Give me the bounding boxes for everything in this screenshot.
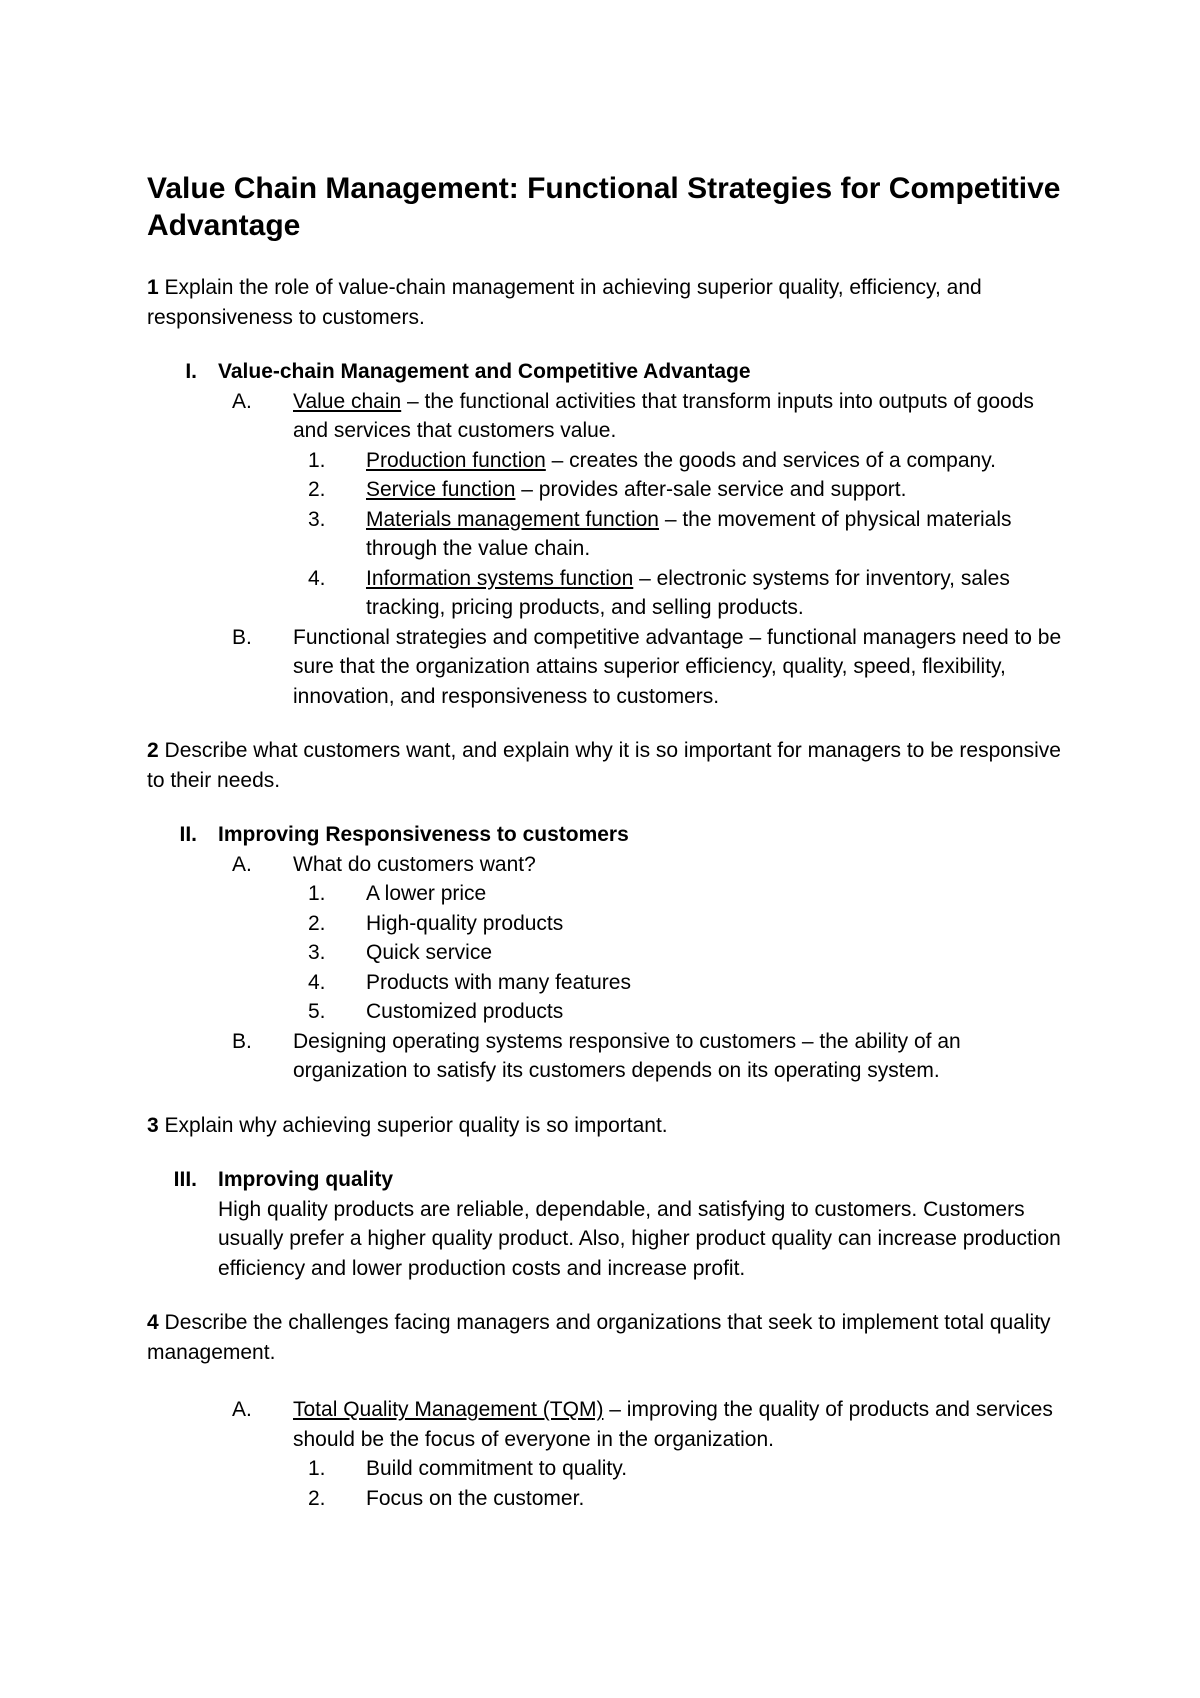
item-label: 1.	[308, 1457, 326, 1480]
question-number: 3	[147, 1113, 159, 1137]
item-text: Functional strategies and competitive advantage – functional managers need to be sure that the organization attains superior efficiency, quality, speed, flexibility, innovation, and responsiveness to customers.	[293, 625, 1062, 708]
definition: – creates the goods and services of a company.	[545, 448, 996, 472]
item-label: 3.	[308, 507, 326, 531]
item-label: 1.	[308, 882, 326, 905]
question-text: Describe the challenges facing managers and organizations that seek to implement total quality management.	[147, 1311, 1051, 1364]
question-text: Describe what customers want, and explain why it is so important for managers to be responsive to their needs.	[147, 739, 1061, 792]
item-label: 5.	[308, 1000, 326, 1023]
document-body	[147, 170, 1067, 1513]
term: Value chain	[293, 389, 402, 413]
question-number: 1	[147, 276, 159, 299]
list-item	[147, 879, 1067, 909]
section-heading	[147, 357, 1067, 387]
term: Total Quality Management (TQM)	[293, 1398, 604, 1421]
list-item	[147, 446, 1067, 476]
item-label: B.	[232, 1029, 252, 1053]
item-text: High-quality products	[366, 911, 564, 935]
item-text: Products with many features	[366, 970, 631, 994]
list-item	[147, 909, 1067, 939]
list-item	[147, 1454, 1067, 1484]
definition: – the functional activities that transform inputs into outputs of goods and services that customers value.	[293, 389, 1034, 442]
section-title: Value-chain Management and Competitive Advantage	[218, 360, 751, 383]
item-label: 4.	[308, 970, 326, 994]
item-label: 3.	[308, 941, 326, 964]
term: Materials management function	[366, 507, 659, 531]
section-title: Improving Responsiveness to customers	[218, 823, 629, 846]
roman-numeral: II.	[179, 823, 197, 846]
list-item	[147, 564, 1067, 623]
item-label: 4.	[308, 566, 326, 590]
list-item	[147, 387, 1067, 446]
list-item	[147, 938, 1067, 968]
question-2	[147, 736, 1067, 795]
item-text: What do customers want?	[293, 852, 536, 876]
list-item	[147, 968, 1067, 998]
question-4	[147, 1308, 1067, 1367]
item-label: 1.	[308, 448, 326, 472]
section-heading	[147, 1165, 1067, 1195]
item-label: A.	[232, 1398, 252, 1421]
item-text: Focus on the customer.	[366, 1486, 585, 1510]
list-item	[147, 1027, 1067, 1086]
item-text: Quick service	[366, 941, 493, 964]
item-label: A.	[232, 852, 252, 876]
section-title: Improving quality	[218, 1168, 394, 1191]
section-heading	[147, 820, 1067, 850]
question-1	[147, 273, 1067, 332]
list-item	[147, 850, 1067, 880]
list-item	[147, 475, 1067, 505]
list-item	[147, 505, 1067, 564]
term: Production function	[366, 448, 546, 472]
document-title: Value Chain Management: Functional Strategies for Competitive Advantage	[147, 172, 1061, 242]
item-label: 2.	[308, 478, 326, 501]
list-item	[147, 623, 1067, 712]
item-text: A lower price	[366, 882, 487, 905]
term: Information systems function	[366, 566, 634, 590]
roman-numeral: I.	[185, 360, 197, 383]
item-label: 2.	[308, 911, 326, 935]
item-text: Designing operating systems responsive to customers – the ability of an organization to satisfy its customers depends on its operating system.	[293, 1029, 961, 1082]
item-text: Build commitment to quality.	[366, 1457, 628, 1480]
item-label: A.	[232, 389, 252, 413]
roman-numeral: III.	[173, 1168, 197, 1191]
definition: – electronic systems for inventory, sales tracking, pricing products, and selling products.	[366, 566, 1010, 619]
section-body: High quality products are reliable, dependable, and satisfying to customers. Customers usually prefer a higher quality product. Also, higher product quality can increase production efficiency and lower production costs and increase profit.	[218, 1197, 1061, 1280]
list-item	[147, 997, 1067, 1027]
definition: – improving the quality of products and services should be the focus of everyone in the organization.	[293, 1398, 1053, 1451]
definition: – the movement of physical materials through the value chain.	[366, 507, 1012, 560]
question-number: 4	[147, 1311, 159, 1334]
item-text: Customized products	[366, 1000, 564, 1023]
list-item	[147, 1484, 1067, 1514]
item-label: 2.	[308, 1486, 326, 1510]
list-item	[147, 1395, 1067, 1454]
term: Service function	[366, 478, 516, 501]
question-3	[147, 1111, 1067, 1141]
definition: – provides after-sale service and support.	[515, 478, 907, 501]
question-text: Explain why achieving superior quality is so important.	[164, 1113, 668, 1137]
question-text: Explain the role of value-chain management in achieving superior quality, efficiency, and responsiveness to customers.	[147, 276, 982, 329]
item-label: B.	[232, 625, 252, 649]
question-number: 2	[147, 739, 159, 762]
